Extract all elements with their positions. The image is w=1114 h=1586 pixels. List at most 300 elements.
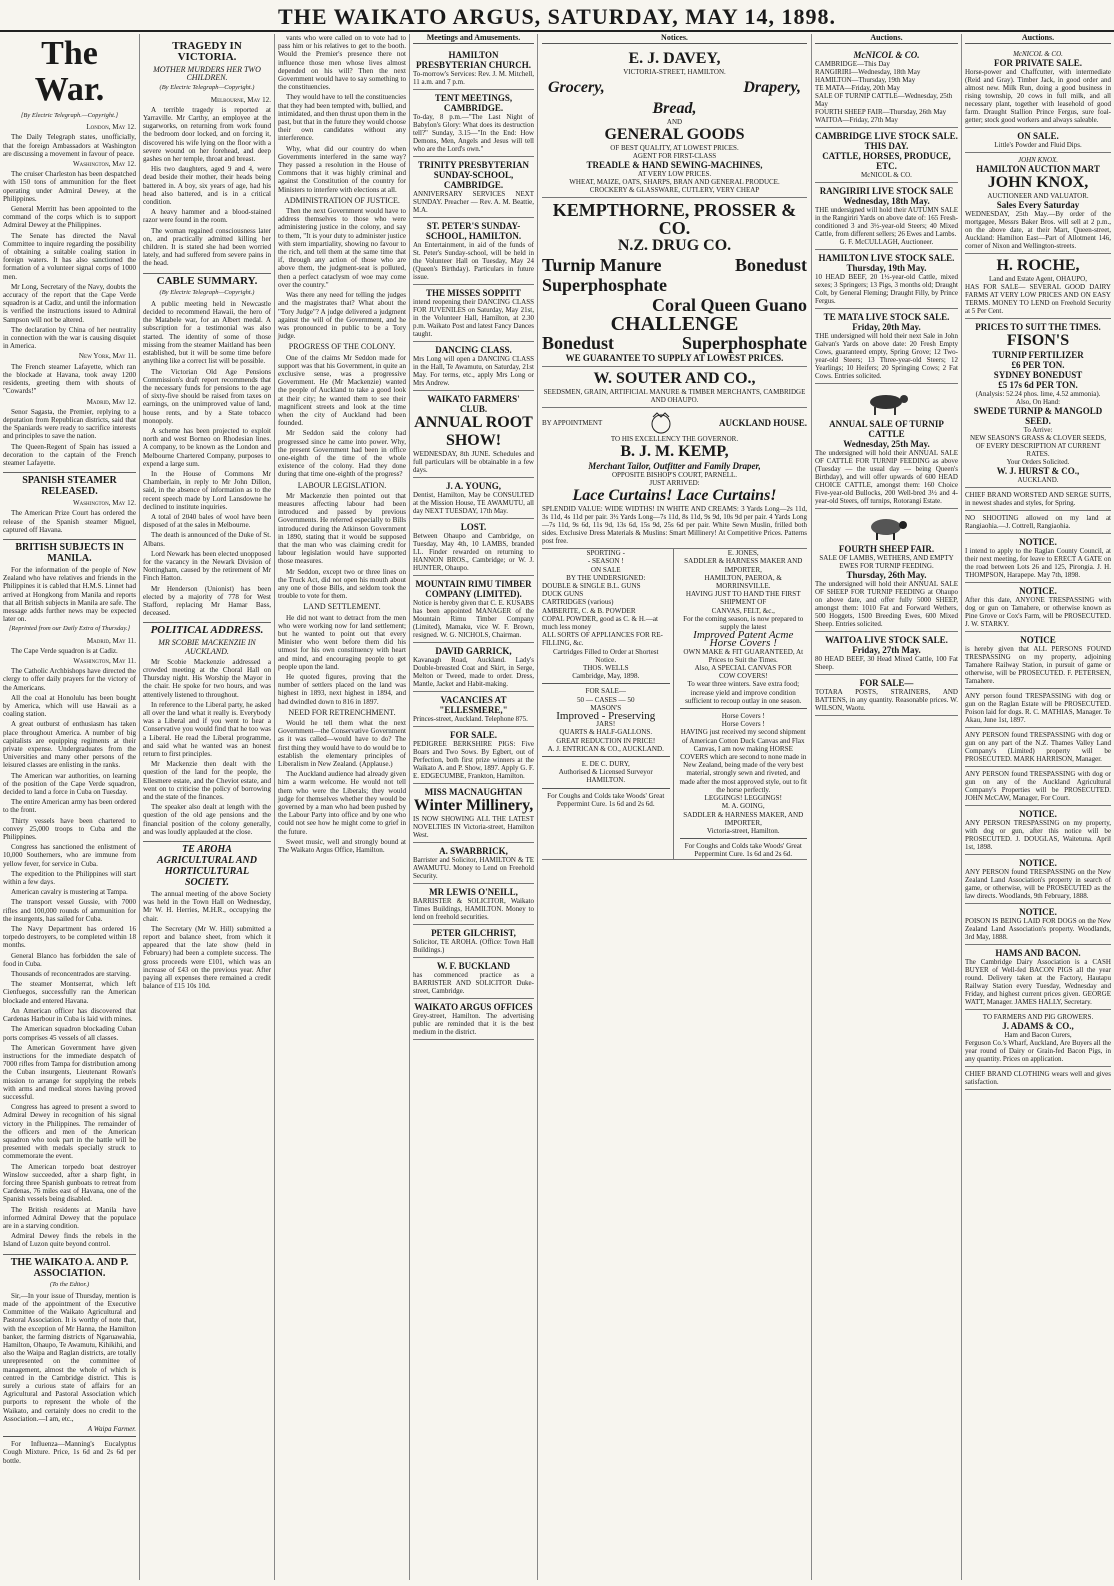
ad-line: Cartridges Filled to Order at Shortest Notice.	[553, 647, 659, 664]
sport-list-item: AMBERITE, C. & B. POWDER	[542, 606, 636, 615]
ad-title: RANGIRIRI LIVE STOCK SALE	[819, 186, 954, 197]
ad-word: GENERAL GOODS	[604, 126, 745, 144]
ad-title: NOTICE.	[1019, 537, 1057, 548]
ad-title: ANNUAL SALE OF TURNIP CATTLE	[829, 419, 944, 440]
letter-signature: A Waipa Farmer.	[87, 1425, 136, 1434]
sport-list-item: DUCK GUNS	[542, 590, 584, 599]
ad-line: Cambridge, May, 1898.	[572, 672, 640, 681]
dateline: London, May 12.	[86, 123, 136, 132]
paragraph: A total of 2040 bales of wool have been disposed of at the sales in Melbourne.	[143, 512, 271, 530]
auction-block	[965, 254, 1111, 319]
ad-body: I intend to apply to the Raglan County Council, at their next meeting, for leave to ERECT A GATE on the road between Lots 26 and 125, Pirongia. J. H. THOMPSON, Harapepe. May 7th, 1898.	[965, 547, 1111, 580]
paragraph: A public meeting held in Newcastle decided to recommend Hawaii, the hero of the Matabele war, for an Albert medal. A subscription for a testimonial was also started. The identity of some of those missing from the steamer Maitland has been established, but it will be some time before anything like a correct list will be possible.	[143, 299, 271, 366]
news-item: The entire American army has been ordered to the front.	[3, 798, 136, 815]
column-header: Auctions.	[815, 34, 958, 44]
ad-word: Coral Queen Guano	[651, 295, 807, 316]
ad-body: Mrs Long will open a DANCING CLASS in the Hall, Te Awamutu, on Saturday, 21st May. For terms, etc., apply Mrs Long or Mrs Andrew.	[413, 355, 534, 388]
schedule-item: SALE OF TURNIP CATTLE—Wednesday, 25th May	[815, 92, 953, 109]
ad-line: AUCKLAND.	[1017, 476, 1059, 485]
auction-block	[965, 319, 1111, 488]
ad-line: SWEDE TURNIP & MANGOLD SEED.	[973, 406, 1103, 427]
jones-ad	[680, 549, 808, 858]
auction-block	[965, 945, 1111, 1010]
ad-line: Wednesday, 18th May.	[843, 196, 930, 207]
ad-line: JUST ARRIVED:	[649, 479, 700, 488]
news-item: The declaration by China of her neutrality in connection with the war is causing disquiet in America.	[3, 325, 136, 351]
ad-body: CHIEF BRAND WORSTED AND SERGE SUITS, in newest shades and styles, for Spring.	[965, 491, 1111, 508]
ad-line: Authorised & Licensed Surveyor HAMILTON.	[558, 768, 653, 785]
ad-line: McNICOL & CO.	[1013, 50, 1063, 59]
ad-title: W. F. BUCKLAND	[436, 961, 511, 972]
ad-title: A. SWARBRICK,	[439, 846, 508, 857]
news-item: For the information of the people of New Zealand who have relatives and friends in the Philippines it is cabled that H.M.S. Linnet had arrived at Hongkong from Manila and reports that all British subjects in Manila are safe. The message adds further news may be expected later on.	[3, 565, 136, 624]
news-item: The American torpedo boat destroyer Winslow succeeded, after a sharp fight, in forcing three Spanish gunboats to retreat from Cardenas, 76 miles east of Havana, one of the Spanish vessels being disabled.	[3, 1162, 136, 1204]
ad-body: ANY PERSON found TRESPASSING with dog or gun on any of the Auckland Agricultural Company's Properties will be PROSECUTED. JOHN McCAW, Manager, For Court.	[965, 770, 1111, 803]
column-header: Notices.	[542, 34, 807, 44]
meeting-ad	[413, 157, 534, 218]
paragraph: A terrible tragedy is reported at Yarraville. Mr Carthy, an employee at the sugarworks, on returning from work found the bedroom door locked, and on forcing it, discovered his wife lying on the floor with a severe wound on her forehead, and deep gashes on her temple, throat and breast.	[143, 105, 271, 164]
article-body	[278, 34, 406, 194]
ad-title: B. J. M. KEMP,	[620, 443, 729, 461]
section-heading: NEED FOR RETRENCHMENT.	[288, 707, 396, 717]
meeting-ad	[413, 285, 534, 342]
ad-body: has commenced practice as a BARRISTER AND SOLICITOR Duke-street, Cambridge.	[413, 971, 534, 996]
cow-icon	[862, 390, 912, 416]
ad-title: WAITOA LIVE STOCK SALE.	[825, 635, 948, 646]
ad-word: Lace Curtains! Lace Curtains!	[572, 487, 777, 505]
ad-title: WAIKATO FARMERS' CLUB.	[427, 394, 520, 415]
ad-body: Notice is hereby given that C. E. KUSABS has been appointed MANAGER of the Mountain Rimu Timber Company (Limited), Mamaku, vice W. F. Brown, resigned. W. G. NICHOLS, Chairman.	[413, 599, 534, 640]
ad-line: Friday, 27th May.	[852, 645, 921, 656]
article-subheading: MR SCOBIE MACKENZIE IN AUCKLAND.	[158, 638, 256, 656]
sheep-icon	[862, 515, 912, 541]
letter-text: Sir,—In your issue of Thursday, mention is made of the appointment of the Executive Committee of the Waikato Agricultural and Pastoral Association. It is worthy of note that, with the exception of Mr Hanna, the Hamilton banker, the farming districts of Ngaruawahia, Hamilton, Ohaupo, Te Awamutu, Kihikihi, and also the Waipa and Raglan districts, are totally unrepresented on the committee of management, almost the whole of which is centred in the Cambridge district. This is surely a curious state of affairs for an Agricultural and Pastoral Association which purports to represent the whole of the Waikato, and certainly does no credit to the Association.—I am, etc.,	[3, 1291, 136, 1423]
column-war	[0, 34, 140, 1580]
ad-title: JOHN KNOX,	[987, 174, 1089, 192]
ad-line: JOHN KNOX.	[1017, 156, 1059, 165]
notice-ad	[965, 632, 1111, 689]
meeting-ad	[413, 884, 534, 925]
two-column-ads	[542, 549, 807, 859]
ad-title: WAIKATO ARGUS OFFICES	[414, 1002, 533, 1013]
ad-body: WEDNESDAY, 25th May.—By order of the mortgagee, Messrs Baker Bros. will sell at 2 p.m., on the above date, at their Mart, Queen-street, Auckland: Hamilton East—Part of Allotment 146, corner of Nixon and Wellington-streets.	[965, 210, 1111, 251]
ad-title: MOUNTAIN RIMU TIMBER COMPANY (LIMITED).	[415, 579, 532, 600]
ad-row	[542, 411, 807, 435]
ad-line: Also, On Hand:	[1015, 398, 1061, 407]
ad-body: POISON IS BEING LAID FOR DOGS on the New Zealand Land Association's property. Woodlands, 3rd May, 1888.	[965, 917, 1111, 942]
dateline: Washington, May 12.	[72, 499, 136, 508]
ad-title: PRICES TO SUIT THE TIMES.	[975, 322, 1101, 333]
auction-block	[965, 488, 1111, 511]
ad-body: HAS FOR SALE— SEVERAL GOOD DAIRY FARMS AT VERY LOW PRICES AND ON EASY TERMS. MONEY TO LEND on Freehold Security at 5 Per Cent.	[965, 283, 1111, 316]
article-heading: TRAGEDY IN VICTORIA.	[172, 40, 242, 63]
ad-word: Grocery,	[548, 79, 605, 97]
ad-line: A. J. ENTRICAN & CO., AUCKLAND.	[547, 744, 664, 753]
paragraph: vants who were called on to vote had to pass him or his relatives to get to the booth. Would the Premier's presence there not influence those men whose lives almost depended on his will? Then the next Government would have to say something to the constituencies.	[278, 34, 406, 92]
ad-word: Superphosphate	[681, 333, 807, 354]
ad-word: Bread,	[652, 100, 697, 118]
ad-title: W. J. HURST & CO.,	[996, 466, 1080, 477]
ad-line: For Coughs and Colds take Woods' Great Peppermint Cure. 1s 6d and 2s 6d.	[684, 842, 802, 859]
ad-word: Horse Covers !	[721, 712, 765, 721]
souter-ad	[542, 367, 807, 408]
ad-line: TO FARMERS AND PIG GROWERS.	[982, 1013, 1094, 1022]
paragraph: The annual meeting of the above Society was held in the Town Hall on Wednesday, Mr W. H. Herries, M.H.R., occupying the chair.	[143, 890, 271, 923]
ad-body: ANY PERSON found TRESPASSING with dog or gun on any part of the N.Z. Thames Valley Land Company's (Limited) property will be PROSECUTED. MARK HARRISON, Manager.	[965, 731, 1111, 764]
ad-word: 50 — CASES — 50	[576, 695, 635, 704]
auction-block	[965, 128, 1111, 153]
ad-line: HAVING JUST TO HAND THE FIRST SHIPMENT OF	[685, 590, 801, 607]
section-heading: LAND SETTLEMENT.	[303, 602, 381, 612]
section-heading: ADMINISTRATION OF JUSTICE.	[284, 195, 400, 205]
paragraph: They would have to tell the constituencies that they had been tempted with, bullied, and intimidated, and then thrust upon them in the past, but that in the future they would choose their own candidates without any interference.	[278, 93, 406, 143]
ad-title: HAMILTON AUCTION MART	[976, 164, 1100, 175]
ad-body: is hereby given that ALL PERSONS FOUND TRESPASSING on my property, adjoining Tamahere Railway Station, in pursuit of game or otherwise, will be PROSECUTED. F. PETERSEN, Tamahere.	[965, 645, 1111, 686]
ad-title: DAVID GARRICK,	[435, 646, 512, 657]
ad-row	[542, 255, 807, 275]
ad-title: FOURTH SHEEP FAIR.	[838, 544, 935, 555]
paragraph: A heavy hammer and a blood-stained razor were found in the room.	[143, 208, 271, 225]
ad-word: Bonedust	[542, 333, 615, 354]
ad-line: WE GUARANTEE TO SUPPLY AT LOWEST PRICES.	[565, 353, 784, 364]
ad-body: ANNIVERSARY SERVICES NEXT SUNDAY. Preacher — Rev. A. M. Beattie, M.A.	[413, 190, 534, 215]
paragraph: In the House of Commons Mr Chamberlain, in reply to Mr John Dillon, said, in the absence of information as to the recent speech made by Lord Lansdowne he declined to institute inquiries.	[143, 469, 271, 511]
ad-line: BY THE UNDERSIGNED:	[566, 573, 646, 582]
ad-title: THE MISSES SOPPITT	[425, 288, 522, 299]
news-item: Congress has sanctioned the enlistment of 10,000 Southerners, who are immune from yellow fever, for service in Cuba.	[3, 843, 136, 868]
ad-line: G. F. McCULLAGH, Auctioneer.	[839, 238, 934, 247]
ad-line: Little's Powder and Fluid Dips.	[994, 141, 1082, 150]
divider	[542, 756, 670, 757]
column-politics	[275, 34, 410, 1580]
ad-title: DANCING CLASS.	[435, 345, 512, 356]
meeting-ad	[413, 643, 534, 692]
ad-line: LEGGINGS! LEGGINGS!	[704, 794, 782, 803]
ad-body: Grey-street, Hamilton. The advertising public are reminded that it is the best medium in the district.	[413, 1012, 534, 1037]
divider	[542, 683, 670, 684]
dateline: Washington, May 11.	[73, 656, 136, 665]
paragraph: The death is announced of the Duke of St. Albans.	[143, 531, 271, 548]
ad-title: NOTICE.	[1019, 907, 1057, 918]
ad-body: ANY person found TRESPASSING with dog or gun on the Raglan Estate will be PROSECUTED. Poison laid for dogs. R. C. MATHIAS, Manager. Te Akau, June 1st, 1897.	[965, 692, 1111, 725]
byline: [By Electric Telegraph.—Copyright.]	[20, 112, 119, 119]
ad-line: McNICOL & CO.	[861, 171, 912, 180]
ad-line: Improved Patent Acme Horse Covers !	[693, 629, 794, 650]
auction-block	[965, 153, 1111, 254]
auction-block	[965, 1067, 1111, 1090]
schedule-item: WAITOA—Friday, 27th May	[815, 116, 898, 125]
meeting-ad	[413, 784, 534, 843]
ad-line: AGENT FOR FIRST-CLASS	[632, 152, 717, 161]
ad-title: VACANCIES AT "ELLESMERE,"	[439, 695, 508, 716]
ad-title: ON SALE.	[1017, 131, 1059, 142]
schedule-item: RANGIRIRI—Wednesday, 18th May	[815, 68, 921, 77]
news-item: The Catholic Archbishops have directed the clergy to offer daily prayers for the victory of the Americans.	[3, 667, 136, 692]
ad-body: To-day, 8 p.m.—"The Last Night of Babylon's Glory: What does its destruction tell?" Sunday, 3.15—"In the End: How Demons, Men, Angels and Jesus will tell who are the Lord's own."	[413, 113, 534, 154]
ad-title: ST. PETER'S SUNDAY-SCHOOL, HAMILTON.	[425, 221, 522, 242]
sport-list	[542, 582, 670, 648]
column-notices	[538, 34, 812, 1580]
ad-line: Merchant Tailor, Outfitter and Family Draper,	[588, 461, 761, 472]
notice-ad	[965, 534, 1111, 583]
ad-body: An Entertainment, in aid of the funds of St. Peter's Sunday-school, will be held in the Volunteer Hall on Tuesday, May 24 (Queen's Birthday). Particulars in future issue.	[413, 241, 534, 282]
dateline: Melbourne, May 12.	[210, 95, 271, 104]
ad-line: COW COVERS!	[718, 672, 768, 681]
ad-body: Princes-street, Auckland. Telephone 875.	[413, 715, 528, 724]
news-item: The Navy Department has ordered 16 torpedo destroyers, to be completed within 18 months.	[3, 925, 136, 950]
ad-body: THE undersigned will hold their AUTUMN SALE in the Rangiriri Yards on above date of: 165 Fresh-conditioned 3 and 3½-year-old Steers; 40 Mixed Cattle, from different sellers; 26 Ewes and Lambs.	[815, 206, 958, 239]
ad-title: J. ADAMS & CO.,	[1002, 1021, 1074, 1032]
news-item: Thirty vessels have been chartered to convey 25,000 troops to Cuba and the Philippines.	[3, 816, 136, 842]
ad-body: PEDIGREE BERKSHIRE PIGS: Five Boars and Two Sows. By Egbert, out of Perfection, both first prize winners at the Waikato A. and P. Show, 1897. Apply G. F. E. EDGECUMBE, Frankton, Hamilton.	[413, 740, 534, 781]
news-item: Senor Sagasta, the Premier, replying to a deputation from Republican districts, said that the Spaniards were ready to sacrifice interests and principles to save the nation.	[3, 407, 136, 441]
divider	[542, 788, 670, 789]
ad-line: Your Orders Solicited.	[1006, 458, 1070, 467]
ad-title: HAMILTON LIVE STOCK SALE.	[818, 253, 955, 264]
ad-body: Solicitor, TE AROHA. (Office: Town Hall Buildings.)	[413, 938, 534, 955]
news-item: The Senate has directed the Naval Committee to inquire regarding the possibility of obtaining a suitable coaling station in foreign waters. It has also sanctioned the formation of a volunteer signal corps of 1000 men.	[3, 231, 136, 281]
ad-word: Bonedust	[734, 255, 807, 276]
ad-body: The Cambridge Dairy Association is a CASH BUYER of Well-fed BACON PIGS all the year round. Delivery taken at the Factory, Hautapu Railway Station every Tuesday, Wednesday and Friday, and highest current prices given. GEORGE WATT, Manager. JAMES HALLY, Secretary.	[965, 958, 1111, 1007]
news-item: The American squadron blockading Cuban ports comprises 45 vessels of all classes.	[3, 1025, 136, 1042]
ad-line: CANVAS, FELT, &c.,	[711, 606, 775, 615]
ad-title: NOTICE	[1020, 635, 1056, 646]
ad-line: Friday, 20th May.	[852, 322, 921, 333]
ad-line: N.Z. DRUG CO.	[617, 237, 732, 255]
paragraph: He quoted figures, proving that the number of settlers placed on the land was highest in 1893, next highest in 1894, and had dwindled down to 816 in 1897.	[278, 673, 406, 706]
ad-line: (Analysis: 52.24 phos. lime, 4.52 ammonia).	[975, 390, 1101, 399]
section-heading: SPANISH STEAMER RELEASED.	[3, 472, 136, 497]
ad-title: THOS. WELLS	[582, 664, 629, 673]
ad-title: MISS MACNAUGHTAN	[424, 787, 523, 798]
ad-title: LOST.	[460, 522, 487, 533]
ad-title: E. DE C. DURY,	[581, 760, 630, 769]
news-item: Mr Long, Secretary of the Navy, doubts the accuracy of the report that the Cape Verde squadron is at Cadiz, and until the information is verified the instructions issued to Admiral Sampson will not be altered.	[3, 282, 136, 324]
ad-line: Thursday, 26th May.	[846, 570, 927, 581]
war-items	[3, 123, 136, 467]
ad-body: WEDNESDAY, 8th JUNE. Schedules and full particulars will be obtainable in a few days.	[413, 450, 534, 475]
news-item: The Cape Verde squadron is at Cadiz.	[11, 646, 118, 655]
meeting-ad	[413, 342, 534, 391]
meeting-ad	[413, 958, 534, 999]
auction-block	[815, 183, 958, 250]
schedule-item: FOURTH SHEEP FAIR—Thursday, 26th May	[815, 108, 947, 117]
news-item: The cruiser Charleston has been despatched with 150 tons of ammunition for the fleet operating under Admiral Dewey, at the Philippines.	[3, 170, 136, 203]
news-item: The expedition to the Philippines will start within a few days.	[3, 869, 136, 887]
paragraph: Was there any need for telling the judges and the magistrates that? What about the "Tory Judge"? A judge delivered a judgment against the will of the Government, and he was pronounced in public to be a Tory judge.	[278, 291, 406, 341]
section-items	[3, 566, 136, 623]
dateline: Washington, May 12.	[72, 160, 136, 169]
section-heading: PROGRESS OF THE COLONY.	[288, 342, 396, 352]
notice-ad	[965, 767, 1111, 806]
section-heading: LABOUR LEGISLATION.	[297, 480, 387, 490]
news-item: The American Prize Court has ordered the release of the Spanish steamer Miguel, captured off Havana.	[3, 509, 136, 534]
ad-title: KEMPTHORNE, PROSSER & CO.	[552, 200, 797, 239]
ad-line: For Coughs and Colds take Woods' Great Peppermint Cure. 1s 6d and 2s 6d.	[547, 791, 665, 808]
ad-body: Barrister and Solicitor, HAMILTON & TE AWAMUTU. Money to Lend on Freehold Security.	[413, 856, 534, 881]
auction-block	[815, 632, 958, 675]
notices-list	[965, 534, 1111, 945]
meeting-ad	[413, 727, 534, 784]
paragraph: Lord Newark has been elected unopposed for the vacancy in the Newark Division of Nottingham, caused by the retirement of Mr Finch Hatton.	[143, 549, 271, 583]
notice-ad	[965, 583, 1111, 632]
auction-block	[815, 509, 958, 632]
ad-title: CAMBRIDGE LIVE STOCK SALE.	[815, 131, 958, 142]
dateline: Madrid, May 12.	[86, 397, 136, 406]
ad-body: 10 HEAD BEEF, 20 1½-year-old Cattle, mixed sexes; 3 Springers; 13 Pigs, 3 months old; Draught Colt, by General Fleming; Draught Filly, by Prince Fergus.	[815, 273, 958, 306]
dateline: New York, May 11.	[78, 352, 136, 361]
ad-title: NOTICE.	[1019, 586, 1057, 597]
paragraph: A scheme has been projected to exploit north and west Borneo on Rhodesian lines. A company, to be known as the London and Melbourne Chartered Company, purposes to expend a large sum.	[143, 426, 271, 468]
news-item: An American officer has discovered that Cardenas Harbour in Cuba is laid with mines.	[3, 1006, 136, 1024]
notice-ad	[965, 855, 1111, 904]
ad-line: Also, A SPECIAL CANVAS FOR	[694, 664, 792, 673]
news-item: The American Government have given instructions for the immediate despatch of 7000 rifles from Tampa for distribution among the Cuban insurgents, Lieutenant Rowan's mission to arrange for supplying the rebels with arms and medical stores having proved successful.	[3, 1043, 136, 1101]
meeting-ad	[413, 843, 534, 884]
ad-body: Ferguson Co.'s Wharf, Auckland, Are Buyers all the year round of Dairy or Grain-fed Bacon Pigs, in any quantity. Prices on application.	[965, 1039, 1111, 1064]
auction-block	[815, 250, 958, 309]
article-heading: POLITICAL ADDRESS.	[143, 622, 271, 636]
sporting-ad	[542, 549, 674, 858]
column-auctions-1	[812, 34, 962, 1580]
news-item: Admiral Dewey finds the rebels in the Island of Luzon quite beyond control.	[3, 1232, 136, 1249]
davey-ad	[542, 47, 807, 198]
news-item: The British residents at Manila have informed Admiral Dewey that the populace are in a starving condition.	[3, 1205, 136, 1230]
ad-body: The undersigned will hold their ANNUAL SALE OF SHEEP FOR TURNIP FEEDING at Ohaupo on above date, and offer fully 5000 SHEEP, amongst them: 1010 Fat and Forward Wethers, 500 Hoggets, 1500 Breeding Ewes, 600 Mixed Sheep. Entries solicited.	[815, 580, 958, 629]
paragraph: In reference to the Liberal party, he asked all over the land what it really is. Everybody was a Liberal and if you went to hear a Conservative you would find that he too was a Liberal. He read the Liberal programme, and said what he wanted was an honest return to first principles.	[143, 700, 271, 759]
ad-line: WHEAT, MAIZE, OATS, SHARPS, BRAN AND GENERAL PRODUCE.	[569, 178, 780, 187]
paragraph: Then the next Government would have to address themselves to those who were administering justice in the colony, and say to them, "It is your duty to administer justice with stern impartiality, showing no favour to the rich, and tell them at the same time that if, through any action of those who are above them, the judgment-seat is polluted, then a perfect cataclysm of woe may come over the country."	[278, 207, 406, 289]
ad-line: OWN MAKE & FIT GUARANTEED, At Prices to Suit the Times.	[683, 647, 804, 664]
dateline: Madrid, May 11.	[86, 636, 136, 645]
ad-body: ANY PERSON TRESPASSING on my property, with dog or gun, after this notice will be PROSECUTED. J. DOUGLAS, Waitetuna. April 1st, 1898.	[965, 819, 1111, 852]
ad-line: SADDLER & HARNESS MAKER AND IMPORTER,	[684, 557, 803, 574]
ad-line: OF BEST QUALITY, AT LOWEST PRICES.	[610, 144, 739, 153]
ad-line: TREADLE & HAND SEWING-MACHINES,	[586, 160, 763, 171]
ad-line: £5 17s 6d PER TON.	[998, 380, 1078, 391]
byline: (By Electric Telegraph—Copyright.)	[159, 288, 255, 296]
ad-body: THE undersigned will hold their next Sale in John Galvan's Yards on above date: 20 Fresh Empty Cows, guaranteed empty, Spring Grove; 12 Two-year-old Steers; 13 Three-year-old Steers; 12 Yearlings; 10 Heifers; 20 Springing Cows; 2 Fat Cows. Entries solicited.	[815, 332, 958, 381]
ad-title: M. A. GOING,	[721, 802, 765, 811]
news-item: The Queen-Regent of Spain has issued a decoration to the captain of the French steamer Lafayette.	[3, 442, 136, 467]
divider	[3, 1436, 136, 1437]
news-item: Congress has agreed to present a sword to Admiral Dewey in recognition of his signal victory in the Philippines. The remainder of the officers and men of the American squadron who took part in the battle will be presented with medals specially struck to commemorate the event.	[3, 1103, 136, 1161]
notice-ad	[965, 904, 1111, 945]
ad-body: BARRISTER & SOLICITOR, Waikato Times Buildings, HAMILTON. Money to lend on freehold securities.	[413, 897, 534, 922]
ad-line: CROCKERY & GLASSWARE, CUTLERY, VERY CHEAP	[589, 186, 760, 195]
kemp-tailor-ad	[542, 408, 807, 549]
paragraph: Would he tell them what the next Government—the Conservative Government as it was called—would have to do? The first thing they would have to do would be to establish the elementary principles of Liberalism in New Zealand. (Applause.)	[278, 719, 406, 769]
ad-line: CATTLE, HORSES, PRODUCE, ETC.	[822, 151, 951, 172]
auction-block	[965, 47, 1111, 128]
article-heading: CABLE SUMMARY.	[143, 273, 271, 287]
masthead: THE WAIKATO ARGUS, SATURDAY, MAY 14, 1898.	[0, 4, 1114, 32]
ad-row	[548, 79, 801, 97]
news-item: A great outburst of enthusiasm has taken place throughout America. A number of big capitalists are equipping regiments at their private expense. Undergraduates from the Universities and many other persons of the leisured classes are enlisting in the ranks.	[3, 720, 136, 770]
ad-body: To-morrow's Services: Rev. J. M. Mitchell, 11 a.m. and 7 p.m.	[413, 70, 534, 87]
ad-body: Dentist, Hamilton, May be CONSULTED at the Mission House, TE AWAMUTU, all day NEXT TUESDAY, 17th May.	[413, 491, 534, 516]
article-body	[278, 354, 406, 479]
ad-word: Horse Covers !	[721, 720, 765, 729]
article-body	[143, 658, 271, 836]
ad-title: H. ROCHE,	[996, 257, 1080, 275]
article-body	[278, 492, 406, 601]
auction-block	[815, 128, 958, 183]
ad-line: TO HIS EXCELLENCY THE GOVERNOR.	[610, 435, 739, 444]
paragraph: Mr Seddon said the colony had progressed since he came into power. Why, the present Government had been in office one-eighth of the time of the whole existence of the colony. Had they done during that time one-eighth of the progress?	[278, 429, 406, 479]
sport-list-item: CARTRIDGES (various)	[542, 598, 614, 607]
auction-block	[815, 675, 958, 716]
ad-line: VICTORIA-STREET, HAMILTON.	[623, 68, 726, 77]
ad-line: £6 PER TON.	[1011, 360, 1065, 371]
news-item: The French steamer Lafayette, which ran the blockade at Havana, took away 1200 residents, greeting them with shouts of "Cowards!"	[3, 362, 136, 396]
section-heading: THE WAIKATO A. AND P. ASSOCIATION.	[3, 1254, 136, 1279]
article-body	[143, 106, 271, 268]
ad-title: HAMS AND BACON.	[995, 948, 1081, 959]
paragraph: One of the claims Mr Seddon made for support was that his Government, in quite an exclusive sense, was a progressive Government. He (Mr Mackenzie) wanted the people of Auckland to take a good look at their city; he wanted them to see their magnificent streets and look at the time when the city of Auckland had been founded.	[278, 353, 406, 428]
column-meetings	[410, 34, 538, 1580]
ad-line: AT VERY LOW PRICES.	[637, 170, 712, 179]
ad-line: BY APPOINTMENT	[542, 419, 603, 428]
kempthorne-ad	[542, 198, 807, 367]
ads-list	[413, 47, 534, 1040]
sport-list-item: DOUBLE & SINGLE B.L. GUNS	[542, 582, 641, 591]
column-auctions-2	[962, 34, 1114, 1580]
ad-line: AUCTIONEER AND VALUATOR.	[987, 192, 1089, 201]
meeting-ad	[413, 925, 534, 958]
ad-title: TENT MEETINGS, CAMBRIDGE.	[434, 93, 513, 114]
ad-word: Superphosphate	[542, 275, 668, 296]
ad-line: SYDNEY BONEDUST	[993, 370, 1083, 381]
news-item: American cavalry is mustering at Tampa.	[11, 888, 128, 897]
paragraph: The Secretary (Mr W. Hill) submitted a report and balance sheet, from which it appeared that the late show (held in February) had been a complete success. The gross proceeds were £101, which was an increase of £43 on the previous year. After paying all expenses there remained a credit balance of £15 10s 10d.	[143, 924, 271, 991]
divider	[680, 838, 808, 839]
auction-block	[815, 47, 958, 128]
section-sub: (To the Editor.)	[49, 1280, 90, 1288]
column-header: Auctions.	[965, 34, 1111, 44]
ad-title: MR LEWIS O'NEILL,	[429, 887, 518, 898]
ad-line: SADDLER & HARNESS MAKER, AND IMPORTER,	[683, 810, 804, 827]
ad-body: Kavanagh Road, Auckland. Lady's Double-breasted Coat and Skirt, in Serge, Melton or Tweed, made to order. Dress, Mantle, Jacket and Habit-making.	[413, 656, 534, 689]
ad-line: SEEDSMEN, GRAIN, ARTIFICIAL MANURE & TIMBER MERCHANTS, CAMBRIDGE AND OHAUPO.	[543, 388, 806, 405]
paragraph: His two daughters, aged 9 and 4, were dead beside their mother, their heads being battered in. A boy, six years of age, had his head also battered, and is in a critical condition.	[143, 165, 271, 207]
meeting-ad	[413, 999, 534, 1040]
ad-body: After this date, ANYONE TRESPASSING with dog or gun on Tamahere, or otherwise known as Pine Grove or Cox's Farm, will be PROSECUTED. J. W. STARKY.	[965, 596, 1111, 629]
ad-word: Turnip Manure	[542, 255, 662, 276]
article-body	[278, 614, 406, 706]
news-item: General Blanco has forbidden the sale of food in Cuba.	[3, 951, 136, 968]
paragraph: The speaker also dealt at length with the question of the old age pensions and the financial position of the colony generally, and was loudly applauded at the close.	[143, 803, 271, 836]
ad-row	[542, 333, 807, 353]
ad-body: TOTARA POSTS, STRAINERS, AND BATTENS, in any quantity. Reasonable prices. W. WILSON, Waotu.	[815, 688, 958, 713]
ad-body: NO SHOOTING allowed on my land at Rangiaohia.—J. Cottrell, Rangiaohia.	[965, 514, 1111, 531]
ad-body: CHIEF BRAND CLOTHING wears well and gives satisfaction.	[965, 1070, 1111, 1087]
schedule-item: TE MATA—Friday, 20th May	[815, 84, 900, 93]
ad-word: MASON'S	[590, 703, 622, 712]
ad-line: ON SALE	[590, 565, 621, 574]
meeting-ad	[413, 218, 534, 285]
section-items	[3, 499, 136, 534]
schedule-item: HAMILTON—Thursday, 19th May	[815, 76, 916, 85]
ad-body: intend reopening their DANCING CLASS FOR JUVENILES on Saturday, May 21st, in the Volunteer Hall, Hamilton, at 2.30 p.m. Waikato Post and latest Fancy Dances taught.	[413, 298, 534, 339]
auction-block	[965, 1010, 1111, 1067]
article-body	[143, 300, 271, 618]
ad-line: THIS DAY.	[864, 141, 909, 152]
paragraph: He did not want to detract from the men who were working now for land settlement; but he wanted to point out that every Minister who went before them did his utmost for his own constituency with heart and mind, and encouraging people to get people upon the land.	[278, 613, 406, 671]
column-tragedy	[140, 34, 275, 1580]
ad-line: AUCKLAND HOUSE.	[718, 418, 807, 429]
paragraph: Mr Henderson (Unionist) has been elected by a majority of 778 for West Stafford, replacing Mr Hamar Bass, deceased.	[143, 584, 271, 618]
